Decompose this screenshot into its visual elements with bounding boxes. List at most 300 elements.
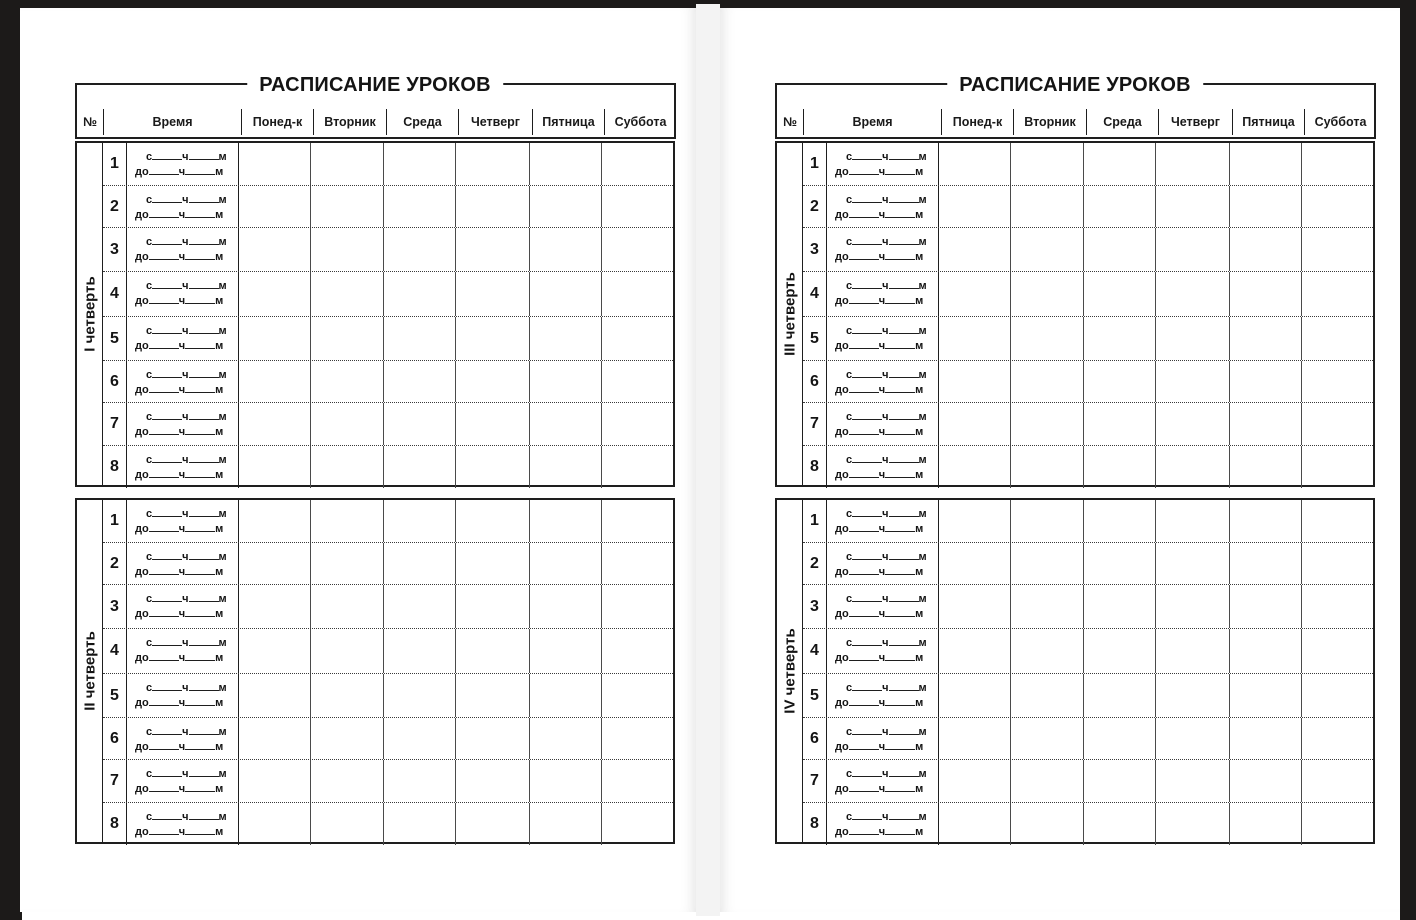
minute-blank[interactable] [189, 507, 219, 517]
lesson-cell-saturday[interactable] [602, 272, 674, 316]
lesson-cell-saturday[interactable] [602, 143, 674, 185]
lesson-cell-friday[interactable] [530, 674, 602, 717]
lesson-cell-thursday[interactable] [456, 143, 530, 185]
lesson-cell-saturday[interactable] [602, 543, 674, 584]
lesson-cell-thursday[interactable] [1156, 760, 1230, 802]
time-cell[interactable] [827, 760, 939, 802]
minute-blank[interactable] [189, 767, 219, 777]
minute-blank[interactable] [885, 740, 915, 750]
lesson-cell-wednesday[interactable] [384, 272, 456, 316]
lesson-cell-friday[interactable] [530, 585, 602, 628]
lesson-cell-tuesday[interactable] [311, 803, 384, 845]
hour-blank[interactable] [152, 324, 182, 334]
lesson-cell-saturday[interactable] [1302, 760, 1374, 802]
lesson-cell-monday[interactable] [239, 674, 311, 717]
lesson-cell-thursday[interactable] [1156, 500, 1230, 542]
lesson-cell-thursday[interactable] [1156, 143, 1230, 185]
lesson-cell-thursday[interactable] [456, 228, 530, 271]
lesson-cell-tuesday[interactable] [1011, 718, 1084, 759]
lesson-cell-monday[interactable] [239, 629, 311, 673]
lesson-cell-wednesday[interactable] [1084, 361, 1156, 402]
time-cell[interactable] [827, 629, 939, 673]
minute-blank[interactable] [185, 696, 215, 706]
lesson-cell-thursday[interactable] [456, 500, 530, 542]
time-cell[interactable] [827, 143, 939, 185]
hour-blank[interactable] [849, 425, 879, 435]
minute-blank[interactable] [189, 193, 219, 203]
time-cell[interactable] [127, 629, 239, 673]
hour-blank[interactable] [849, 607, 879, 617]
minute-blank[interactable] [185, 782, 215, 792]
lesson-cell-tuesday[interactable] [1011, 760, 1084, 802]
lesson-cell-friday[interactable] [1230, 674, 1302, 717]
lesson-cell-friday[interactable] [1230, 186, 1302, 227]
time-cell[interactable] [827, 543, 939, 584]
hour-blank[interactable] [149, 339, 179, 349]
time-cell[interactable] [127, 143, 239, 185]
lesson-cell-wednesday[interactable] [384, 543, 456, 584]
lesson-cell-friday[interactable] [530, 272, 602, 316]
hour-blank[interactable] [849, 250, 879, 260]
time-cell[interactable] [827, 186, 939, 227]
lesson-cell-monday[interactable] [939, 629, 1011, 673]
lesson-cell-wednesday[interactable] [384, 228, 456, 271]
lesson-cell-thursday[interactable] [1156, 317, 1230, 360]
time-cell[interactable] [127, 674, 239, 717]
time-cell[interactable] [127, 543, 239, 584]
lesson-cell-tuesday[interactable] [311, 143, 384, 185]
lesson-cell-tuesday[interactable] [1011, 186, 1084, 227]
hour-blank[interactable] [149, 651, 179, 661]
hour-blank[interactable] [152, 368, 182, 378]
minute-blank[interactable] [189, 410, 219, 420]
minute-blank[interactable] [889, 453, 919, 463]
lesson-cell-tuesday[interactable] [311, 585, 384, 628]
minute-blank[interactable] [189, 550, 219, 560]
lesson-cell-tuesday[interactable] [1011, 143, 1084, 185]
hour-blank[interactable] [849, 165, 879, 175]
lesson-cell-monday[interactable] [939, 317, 1011, 360]
lesson-cell-wednesday[interactable] [1084, 500, 1156, 542]
minute-blank[interactable] [185, 294, 215, 304]
lesson-cell-tuesday[interactable] [1011, 361, 1084, 402]
lesson-cell-thursday[interactable] [1156, 228, 1230, 271]
hour-blank[interactable] [852, 725, 882, 735]
lesson-cell-wednesday[interactable] [1084, 403, 1156, 445]
time-cell[interactable] [827, 317, 939, 360]
lesson-cell-saturday[interactable] [1302, 446, 1374, 488]
hour-blank[interactable] [152, 279, 182, 289]
hour-blank[interactable] [849, 294, 879, 304]
lesson-cell-friday[interactable] [530, 803, 602, 845]
hour-blank[interactable] [149, 425, 179, 435]
lesson-cell-saturday[interactable] [602, 718, 674, 759]
lesson-cell-wednesday[interactable] [1084, 317, 1156, 360]
time-cell[interactable] [127, 446, 239, 488]
hour-blank[interactable] [152, 507, 182, 517]
lesson-cell-monday[interactable] [939, 718, 1011, 759]
hour-blank[interactable] [852, 150, 882, 160]
hour-blank[interactable] [849, 782, 879, 792]
minute-blank[interactable] [185, 383, 215, 393]
time-cell[interactable] [827, 674, 939, 717]
minute-blank[interactable] [189, 810, 219, 820]
time-cell[interactable] [127, 228, 239, 271]
minute-blank[interactable] [889, 410, 919, 420]
hour-blank[interactable] [152, 636, 182, 646]
lesson-cell-monday[interactable] [239, 403, 311, 445]
hour-blank[interactable] [849, 696, 879, 706]
hour-blank[interactable] [152, 193, 182, 203]
hour-blank[interactable] [149, 696, 179, 706]
minute-blank[interactable] [885, 522, 915, 532]
lesson-cell-monday[interactable] [239, 143, 311, 185]
lesson-cell-thursday[interactable] [456, 361, 530, 402]
lesson-cell-saturday[interactable] [1302, 629, 1374, 673]
hour-blank[interactable] [849, 651, 879, 661]
lesson-cell-wednesday[interactable] [1084, 543, 1156, 584]
lesson-cell-tuesday[interactable] [1011, 272, 1084, 316]
lesson-cell-thursday[interactable] [456, 674, 530, 717]
lesson-cell-thursday[interactable] [456, 403, 530, 445]
minute-blank[interactable] [185, 468, 215, 478]
lesson-cell-saturday[interactable] [1302, 718, 1374, 759]
minute-blank[interactable] [189, 592, 219, 602]
lesson-cell-friday[interactable] [530, 760, 602, 802]
lesson-cell-saturday[interactable] [1302, 403, 1374, 445]
time-cell[interactable] [127, 500, 239, 542]
hour-blank[interactable] [852, 592, 882, 602]
lesson-cell-saturday[interactable] [1302, 543, 1374, 584]
hour-blank[interactable] [152, 410, 182, 420]
minute-blank[interactable] [185, 425, 215, 435]
minute-blank[interactable] [189, 150, 219, 160]
minute-blank[interactable] [185, 522, 215, 532]
hour-blank[interactable] [849, 522, 879, 532]
time-cell[interactable] [827, 446, 939, 488]
lesson-cell-thursday[interactable] [1156, 803, 1230, 845]
lesson-cell-monday[interactable] [939, 500, 1011, 542]
hour-blank[interactable] [152, 767, 182, 777]
time-cell[interactable] [827, 228, 939, 271]
hour-blank[interactable] [149, 468, 179, 478]
hour-blank[interactable] [852, 279, 882, 289]
lesson-cell-saturday[interactable] [1302, 143, 1374, 185]
hour-blank[interactable] [149, 522, 179, 532]
lesson-cell-thursday[interactable] [1156, 543, 1230, 584]
minute-blank[interactable] [885, 607, 915, 617]
hour-blank[interactable] [149, 165, 179, 175]
hour-blank[interactable] [152, 810, 182, 820]
lesson-cell-thursday[interactable] [456, 760, 530, 802]
hour-blank[interactable] [852, 368, 882, 378]
lesson-cell-tuesday[interactable] [311, 760, 384, 802]
hour-blank[interactable] [852, 681, 882, 691]
lesson-cell-wednesday[interactable] [1084, 272, 1156, 316]
lesson-cell-saturday[interactable] [602, 403, 674, 445]
hour-blank[interactable] [849, 468, 879, 478]
lesson-cell-friday[interactable] [1230, 228, 1302, 271]
lesson-cell-tuesday[interactable] [311, 272, 384, 316]
lesson-cell-monday[interactable] [939, 543, 1011, 584]
lesson-cell-wednesday[interactable] [1084, 629, 1156, 673]
lesson-cell-tuesday[interactable] [1011, 500, 1084, 542]
lesson-cell-saturday[interactable] [1302, 500, 1374, 542]
lesson-cell-monday[interactable] [939, 674, 1011, 717]
lesson-cell-saturday[interactable] [602, 629, 674, 673]
lesson-cell-saturday[interactable] [1302, 803, 1374, 845]
minute-blank[interactable] [885, 565, 915, 575]
lesson-cell-friday[interactable] [530, 361, 602, 402]
lesson-cell-monday[interactable] [939, 803, 1011, 845]
minute-blank[interactable] [889, 193, 919, 203]
lesson-cell-friday[interactable] [1230, 446, 1302, 488]
lesson-cell-tuesday[interactable] [311, 674, 384, 717]
lesson-cell-tuesday[interactable] [311, 718, 384, 759]
minute-blank[interactable] [885, 825, 915, 835]
lesson-cell-thursday[interactable] [456, 317, 530, 360]
lesson-cell-monday[interactable] [939, 760, 1011, 802]
lesson-cell-thursday[interactable] [1156, 446, 1230, 488]
minute-blank[interactable] [189, 636, 219, 646]
minute-blank[interactable] [889, 235, 919, 245]
lesson-cell-monday[interactable] [939, 143, 1011, 185]
lesson-cell-friday[interactable] [1230, 543, 1302, 584]
lesson-cell-tuesday[interactable] [1011, 629, 1084, 673]
lesson-cell-monday[interactable] [239, 718, 311, 759]
lesson-cell-saturday[interactable] [602, 186, 674, 227]
hour-blank[interactable] [149, 250, 179, 260]
lesson-cell-thursday[interactable] [1156, 718, 1230, 759]
time-cell[interactable] [127, 760, 239, 802]
hour-blank[interactable] [152, 235, 182, 245]
hour-blank[interactable] [149, 294, 179, 304]
lesson-cell-thursday[interactable] [456, 803, 530, 845]
lesson-cell-wednesday[interactable] [384, 143, 456, 185]
lesson-cell-thursday[interactable] [1156, 186, 1230, 227]
time-cell[interactable] [127, 585, 239, 628]
lesson-cell-tuesday[interactable] [1011, 585, 1084, 628]
lesson-cell-saturday[interactable] [1302, 186, 1374, 227]
lesson-cell-tuesday[interactable] [311, 317, 384, 360]
lesson-cell-friday[interactable] [530, 143, 602, 185]
lesson-cell-saturday[interactable] [602, 317, 674, 360]
time-cell[interactable] [127, 403, 239, 445]
hour-blank[interactable] [849, 339, 879, 349]
minute-blank[interactable] [885, 165, 915, 175]
lesson-cell-friday[interactable] [530, 446, 602, 488]
time-cell[interactable] [827, 718, 939, 759]
minute-blank[interactable] [185, 607, 215, 617]
lesson-cell-friday[interactable] [1230, 272, 1302, 316]
lesson-cell-wednesday[interactable] [1084, 718, 1156, 759]
lesson-cell-thursday[interactable] [1156, 272, 1230, 316]
hour-blank[interactable] [849, 565, 879, 575]
lesson-cell-tuesday[interactable] [311, 500, 384, 542]
minute-blank[interactable] [189, 235, 219, 245]
lesson-cell-saturday[interactable] [602, 446, 674, 488]
lesson-cell-tuesday[interactable] [1011, 674, 1084, 717]
lesson-cell-monday[interactable] [939, 446, 1011, 488]
lesson-cell-thursday[interactable] [456, 543, 530, 584]
minute-blank[interactable] [885, 339, 915, 349]
lesson-cell-saturday[interactable] [1302, 585, 1374, 628]
lesson-cell-friday[interactable] [1230, 500, 1302, 542]
lesson-cell-wednesday[interactable] [1084, 674, 1156, 717]
lesson-cell-friday[interactable] [1230, 629, 1302, 673]
lesson-cell-saturday[interactable] [1302, 317, 1374, 360]
minute-blank[interactable] [885, 208, 915, 218]
lesson-cell-wednesday[interactable] [384, 803, 456, 845]
lesson-cell-tuesday[interactable] [311, 186, 384, 227]
minute-blank[interactable] [889, 592, 919, 602]
time-cell[interactable] [127, 272, 239, 316]
lesson-cell-monday[interactable] [239, 228, 311, 271]
lesson-cell-thursday[interactable] [456, 629, 530, 673]
lesson-cell-monday[interactable] [239, 186, 311, 227]
lesson-cell-monday[interactable] [939, 585, 1011, 628]
lesson-cell-friday[interactable] [1230, 361, 1302, 402]
lesson-cell-monday[interactable] [939, 272, 1011, 316]
minute-blank[interactable] [889, 767, 919, 777]
minute-blank[interactable] [889, 507, 919, 517]
lesson-cell-friday[interactable] [530, 718, 602, 759]
lesson-cell-wednesday[interactable] [384, 446, 456, 488]
hour-blank[interactable] [849, 208, 879, 218]
minute-blank[interactable] [889, 636, 919, 646]
hour-blank[interactable] [149, 565, 179, 575]
lesson-cell-thursday[interactable] [456, 446, 530, 488]
time-cell[interactable] [827, 585, 939, 628]
lesson-cell-thursday[interactable] [456, 585, 530, 628]
minute-blank[interactable] [885, 468, 915, 478]
lesson-cell-wednesday[interactable] [384, 629, 456, 673]
hour-blank[interactable] [852, 810, 882, 820]
lesson-cell-wednesday[interactable] [384, 317, 456, 360]
lesson-cell-thursday[interactable] [456, 186, 530, 227]
lesson-cell-saturday[interactable] [1302, 674, 1374, 717]
minute-blank[interactable] [889, 810, 919, 820]
lesson-cell-wednesday[interactable] [1084, 585, 1156, 628]
minute-blank[interactable] [189, 725, 219, 735]
lesson-cell-wednesday[interactable] [1084, 446, 1156, 488]
hour-blank[interactable] [149, 208, 179, 218]
lesson-cell-thursday[interactable] [1156, 361, 1230, 402]
time-cell[interactable] [127, 186, 239, 227]
lesson-cell-monday[interactable] [239, 500, 311, 542]
hour-blank[interactable] [852, 324, 882, 334]
lesson-cell-friday[interactable] [1230, 718, 1302, 759]
lesson-cell-monday[interactable] [239, 272, 311, 316]
lesson-cell-thursday[interactable] [456, 718, 530, 759]
hour-blank[interactable] [852, 193, 882, 203]
minute-blank[interactable] [189, 279, 219, 289]
minute-blank[interactable] [885, 696, 915, 706]
minute-blank[interactable] [889, 279, 919, 289]
hour-blank[interactable] [149, 740, 179, 750]
time-cell[interactable] [827, 272, 939, 316]
minute-blank[interactable] [185, 339, 215, 349]
lesson-cell-saturday[interactable] [602, 760, 674, 802]
minute-blank[interactable] [185, 165, 215, 175]
lesson-cell-wednesday[interactable] [384, 186, 456, 227]
lesson-cell-saturday[interactable] [602, 803, 674, 845]
lesson-cell-friday[interactable] [1230, 143, 1302, 185]
minute-blank[interactable] [185, 740, 215, 750]
lesson-cell-tuesday[interactable] [1011, 317, 1084, 360]
minute-blank[interactable] [189, 324, 219, 334]
lesson-cell-monday[interactable] [239, 446, 311, 488]
lesson-cell-monday[interactable] [939, 361, 1011, 402]
lesson-cell-wednesday[interactable] [1084, 228, 1156, 271]
minute-blank[interactable] [885, 425, 915, 435]
lesson-cell-friday[interactable] [1230, 585, 1302, 628]
time-cell[interactable] [127, 317, 239, 360]
lesson-cell-monday[interactable] [239, 317, 311, 360]
minute-blank[interactable] [885, 294, 915, 304]
minute-blank[interactable] [189, 453, 219, 463]
lesson-cell-wednesday[interactable] [384, 718, 456, 759]
time-cell[interactable] [127, 361, 239, 402]
lesson-cell-friday[interactable] [530, 629, 602, 673]
lesson-cell-wednesday[interactable] [384, 500, 456, 542]
lesson-cell-friday[interactable] [1230, 403, 1302, 445]
time-cell[interactable] [127, 718, 239, 759]
lesson-cell-tuesday[interactable] [1011, 543, 1084, 584]
time-cell[interactable] [827, 361, 939, 402]
lesson-cell-thursday[interactable] [1156, 403, 1230, 445]
hour-blank[interactable] [852, 410, 882, 420]
time-cell[interactable] [127, 803, 239, 845]
lesson-cell-tuesday[interactable] [1011, 803, 1084, 845]
hour-blank[interactable] [152, 725, 182, 735]
minute-blank[interactable] [185, 208, 215, 218]
lesson-cell-friday[interactable] [1230, 803, 1302, 845]
hour-blank[interactable] [152, 681, 182, 691]
lesson-cell-monday[interactable] [239, 543, 311, 584]
lesson-cell-tuesday[interactable] [311, 543, 384, 584]
time-cell[interactable] [827, 403, 939, 445]
hour-blank[interactable] [852, 235, 882, 245]
lesson-cell-monday[interactable] [939, 228, 1011, 271]
lesson-cell-tuesday[interactable] [311, 629, 384, 673]
lesson-cell-saturday[interactable] [602, 228, 674, 271]
lesson-cell-friday[interactable] [1230, 760, 1302, 802]
minute-blank[interactable] [885, 651, 915, 661]
lesson-cell-friday[interactable] [530, 228, 602, 271]
lesson-cell-friday[interactable] [530, 403, 602, 445]
lesson-cell-monday[interactable] [939, 403, 1011, 445]
lesson-cell-tuesday[interactable] [1011, 403, 1084, 445]
lesson-cell-tuesday[interactable] [311, 228, 384, 271]
hour-blank[interactable] [852, 550, 882, 560]
minute-blank[interactable] [885, 250, 915, 260]
hour-blank[interactable] [852, 767, 882, 777]
lesson-cell-thursday[interactable] [1156, 585, 1230, 628]
lesson-cell-tuesday[interactable] [311, 446, 384, 488]
lesson-cell-wednesday[interactable] [384, 760, 456, 802]
lesson-cell-saturday[interactable] [1302, 272, 1374, 316]
minute-blank[interactable] [885, 782, 915, 792]
minute-blank[interactable] [189, 681, 219, 691]
lesson-cell-friday[interactable] [1230, 317, 1302, 360]
hour-blank[interactable] [149, 825, 179, 835]
lesson-cell-saturday[interactable] [602, 674, 674, 717]
minute-blank[interactable] [185, 651, 215, 661]
hour-blank[interactable] [152, 453, 182, 463]
lesson-cell-wednesday[interactable] [384, 674, 456, 717]
lesson-cell-monday[interactable] [239, 585, 311, 628]
